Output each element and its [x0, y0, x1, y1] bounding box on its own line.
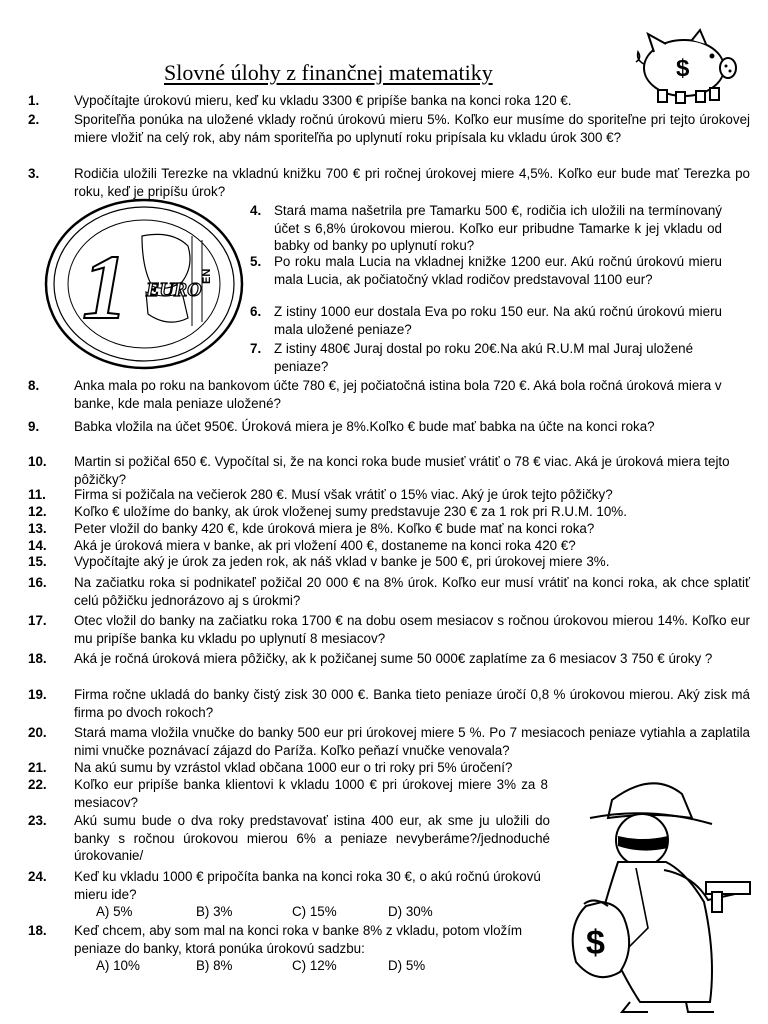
problem-number: 22.: [28, 777, 47, 792]
problem-text: Na akú sumu by vzrástol vklad občana 1000 eur o tri roky pri 5% úročení?: [74, 760, 513, 775]
problem-5: [250, 253, 722, 288]
problem-text: Akú sumu bude o dva roky predstavovať istina 400 eur, ak sme ju uložili do banky s ročnou úrokovou mierou 6% a peniaze nevyberáme?/jednoduché úrokovanie/: [74, 813, 550, 863]
problem-text: Koľko € uložíme do banky, ak úrok vloženej sumy predstavuje 230 € za 1 rok pri R.U.M. 10%.: [74, 504, 627, 519]
problem-text: Stará mama vložila vnučke do banky 500 eur pri úrokovej miere 5 %. Po 7 mesiacoch peniaze vytiahla a zaplatila nimi vnučke poznávací zájazd do Paríža. Koľko peňazí vnučke venovala?: [74, 725, 750, 758]
problem-number: 24.: [28, 869, 47, 884]
problem-17: [28, 612, 750, 647]
problem-11: [28, 486, 750, 504]
problem-number: 18.: [28, 651, 47, 666]
problem-text: Aká je úroková miera v banke, ak pri vložení 400 €, dostaneme na konci roka 420 €?: [74, 538, 576, 553]
problem-text: Keď ku vkladu 1000 € pripočíta banka na konci roka 30 €, o akú ročnú úrokovú mieru ide?: [74, 869, 541, 902]
option-a: A) 10%: [96, 958, 140, 973]
problem-6: [250, 303, 722, 338]
problem-15: [28, 553, 750, 571]
problem-number: 1.: [28, 93, 40, 108]
option-a: A) 5%: [96, 904, 133, 919]
problem-18: [28, 650, 750, 668]
option-c: C) 15%: [292, 904, 337, 919]
problem-text: Aká je ročná úroková miera pôžičky, ak k požičanej sume 50 000€ zaplatíme za 6 mesiacov 3 750 € úroky ?: [74, 651, 713, 666]
problem-23: [28, 812, 550, 865]
problem-text: Martin si požičal 650 €. Vypočítal si, že na konci roka bude musieť vrátiť o 78 € viac. Aká je úroková miera tejto pôžičky?: [74, 454, 730, 487]
problem-8: [28, 377, 750, 412]
problem-text: Babka vložila na účet 950€. Úroková miera je 8%.Koľko € bude mať babka na účte na konci roka?: [74, 419, 655, 434]
problem-text: Firma si požičala na večierok 280 €. Musí však vrátiť o 15% viac. Aký je úrok tejto pôžičky?: [74, 487, 613, 502]
euro-coin-illustration: [42, 196, 246, 372]
problem-9: [28, 418, 750, 436]
problem-22: [28, 776, 548, 811]
problem-number: 12.: [28, 504, 47, 519]
problem-1: [28, 92, 742, 110]
problem-4: [250, 202, 722, 255]
problem-number: 18.: [28, 923, 47, 938]
problem-number: 3.: [28, 166, 40, 181]
problem-24: [28, 868, 548, 921]
problem-19: [28, 686, 750, 721]
problem-number: 17.: [28, 613, 47, 628]
problem-3: [28, 165, 750, 200]
problem-text: Otec vložil do banky na začiatku roka 1700 € na dobu osem mesiacov s ročnou úrokovou mierou 14%. Koľko eur mu pripíše banka ku vkladu po uplynutí 8 mesiacov?: [74, 613, 750, 646]
problem-text: Anka mala po roku na bankovom účte 780 €, jej počiatočná istina bola 720 €. Aká bola ročná úroková miera v banke, kde mala peniaze uložené?: [74, 378, 722, 411]
option-b: B) 8%: [196, 958, 233, 973]
problem-number: 9.: [28, 419, 40, 434]
problem-13: [28, 520, 750, 538]
problem-number: 19.: [28, 687, 47, 702]
option-c: C) 12%: [292, 958, 337, 973]
problem-text: Vypočítajte aký je úrok za jeden rok, ak náš vklad v banke je 500 €, pri úrokovej miere 3%.: [74, 554, 610, 569]
pig-dollar-sign: $: [676, 55, 690, 82]
problem-number: 4.: [250, 203, 262, 218]
problem-number: 14.: [28, 538, 47, 553]
option-b: B) 3%: [196, 904, 233, 919]
answer-options: [96, 903, 548, 921]
page-title: Slovné úlohy z finančnej matematiky: [164, 60, 493, 85]
problem-number: 16.: [28, 575, 47, 590]
problem-10: [28, 453, 750, 488]
option-d: D) 5%: [388, 958, 426, 973]
problem-number: 2.: [28, 112, 40, 127]
problem-16: [28, 574, 750, 609]
coin-side-label: EN: [201, 268, 213, 284]
bag-dollar-sign: $: [586, 924, 605, 962]
problem-2: [28, 111, 750, 146]
coin-euro-label: EURO: [146, 279, 202, 301]
problem-number: 23.: [28, 813, 47, 828]
problem-number: 7.: [250, 341, 262, 356]
problem-7: [250, 340, 722, 375]
problem-text: Firma ročne ukladá do banky čistý zisk 30 000 €. Banka tieto peniaze úročí 0,8 % úrokovou mierou. Aký zisk má firma po dvoch rokoch?: [74, 687, 750, 720]
problem-text: Z istiny 1000 eur dostala Eva po roku 150 eur. Na akú ročnú úrokovú mieru mala uložené peniaze?: [274, 304, 722, 337]
coin-digit: 1: [82, 236, 128, 338]
robber-with-money-bag-illustration: [556, 778, 762, 1014]
problem-text: Sporiteľňa ponúka na uložené vklady ročnú úrokovú mieru 5%. Koľko eur musíme do sporiteľne pri tejto úrokovej miere vložiť na celý rok, aby nám sporiteľňa po uplynutí roku pripísala ku vkladu úrok 300 €?: [74, 112, 750, 145]
problem-text: Na začiatku roka si podnikateľ požičal 20 000 € na 8% úrok. Koľko eur musí vrátiť na konci roka, ak chce splatiť celú pôžičku jednorázovo aj s úrokmi?: [74, 575, 750, 608]
problem-number: 8.: [28, 378, 40, 393]
problem-number: 5.: [250, 254, 262, 269]
problem-number: 13.: [28, 521, 47, 536]
answer-options: [96, 957, 548, 975]
option-d: D) 30%: [388, 904, 433, 919]
problem-number: 15.: [28, 554, 47, 569]
problem-text: Z istiny 480€ Juraj dostal po roku 20€.Na akú R.U.M mal Juraj uložené peniaze?: [274, 341, 694, 374]
problem-number: 20.: [28, 725, 47, 740]
problem-text: Keď chcem, aby som mal na konci roka v banke 8% z vkladu, potom vložím peniaze do banky, ktorá ponúka úrokovú sadzbu:: [74, 923, 523, 956]
problem-text: Peter vložil do banky 420 €, kde úroková miera je 8%. Koľko € bude mať na konci roka?: [74, 521, 595, 536]
problem-text: Koľko eur pripíše banka klientovi k vkladu 1000 € pri úrokovej miere 3% za 8 mesiacov?: [74, 777, 548, 810]
problem-number: 21.: [28, 760, 47, 775]
problem-18-second: [28, 922, 548, 975]
problem-number: 11.: [28, 487, 46, 502]
problem-14: [28, 537, 750, 555]
problem-21: [28, 759, 750, 777]
problem-text: Rodičia uložili Terezke na vkladnú knižku 700 € pri ročnej úrokovej miere 4,5%. Koľko eur bude mať Terezka po roku, keď je pripíšu úrok?: [74, 166, 750, 199]
problem-text: Stará mama našetrila pre Tamarku 500 €, rodičia ich uložili na termínovaný účet s 6,8% úrokovou mierou. Koľko eur pribudne Tamarke k jej vkladu od babky od banky po uplynutí roku?: [274, 203, 722, 253]
problem-number: 10.: [28, 454, 47, 469]
problem-number: 6.: [250, 304, 262, 319]
problem-text: Vypočítajte úrokovú mieru, keď ku vkladu 3300 € pripíše banka na konci roka 120 €.: [74, 93, 572, 108]
problem-12: [28, 503, 750, 521]
problem-20: [28, 724, 750, 759]
problem-text: Po roku mala Lucia na vkladnej knižke 1200 eur. Akú ročnú úrokovú mieru mala Lucia, ak počiatočný vklad rodičov predstavoval 1100 eur?: [274, 254, 722, 287]
